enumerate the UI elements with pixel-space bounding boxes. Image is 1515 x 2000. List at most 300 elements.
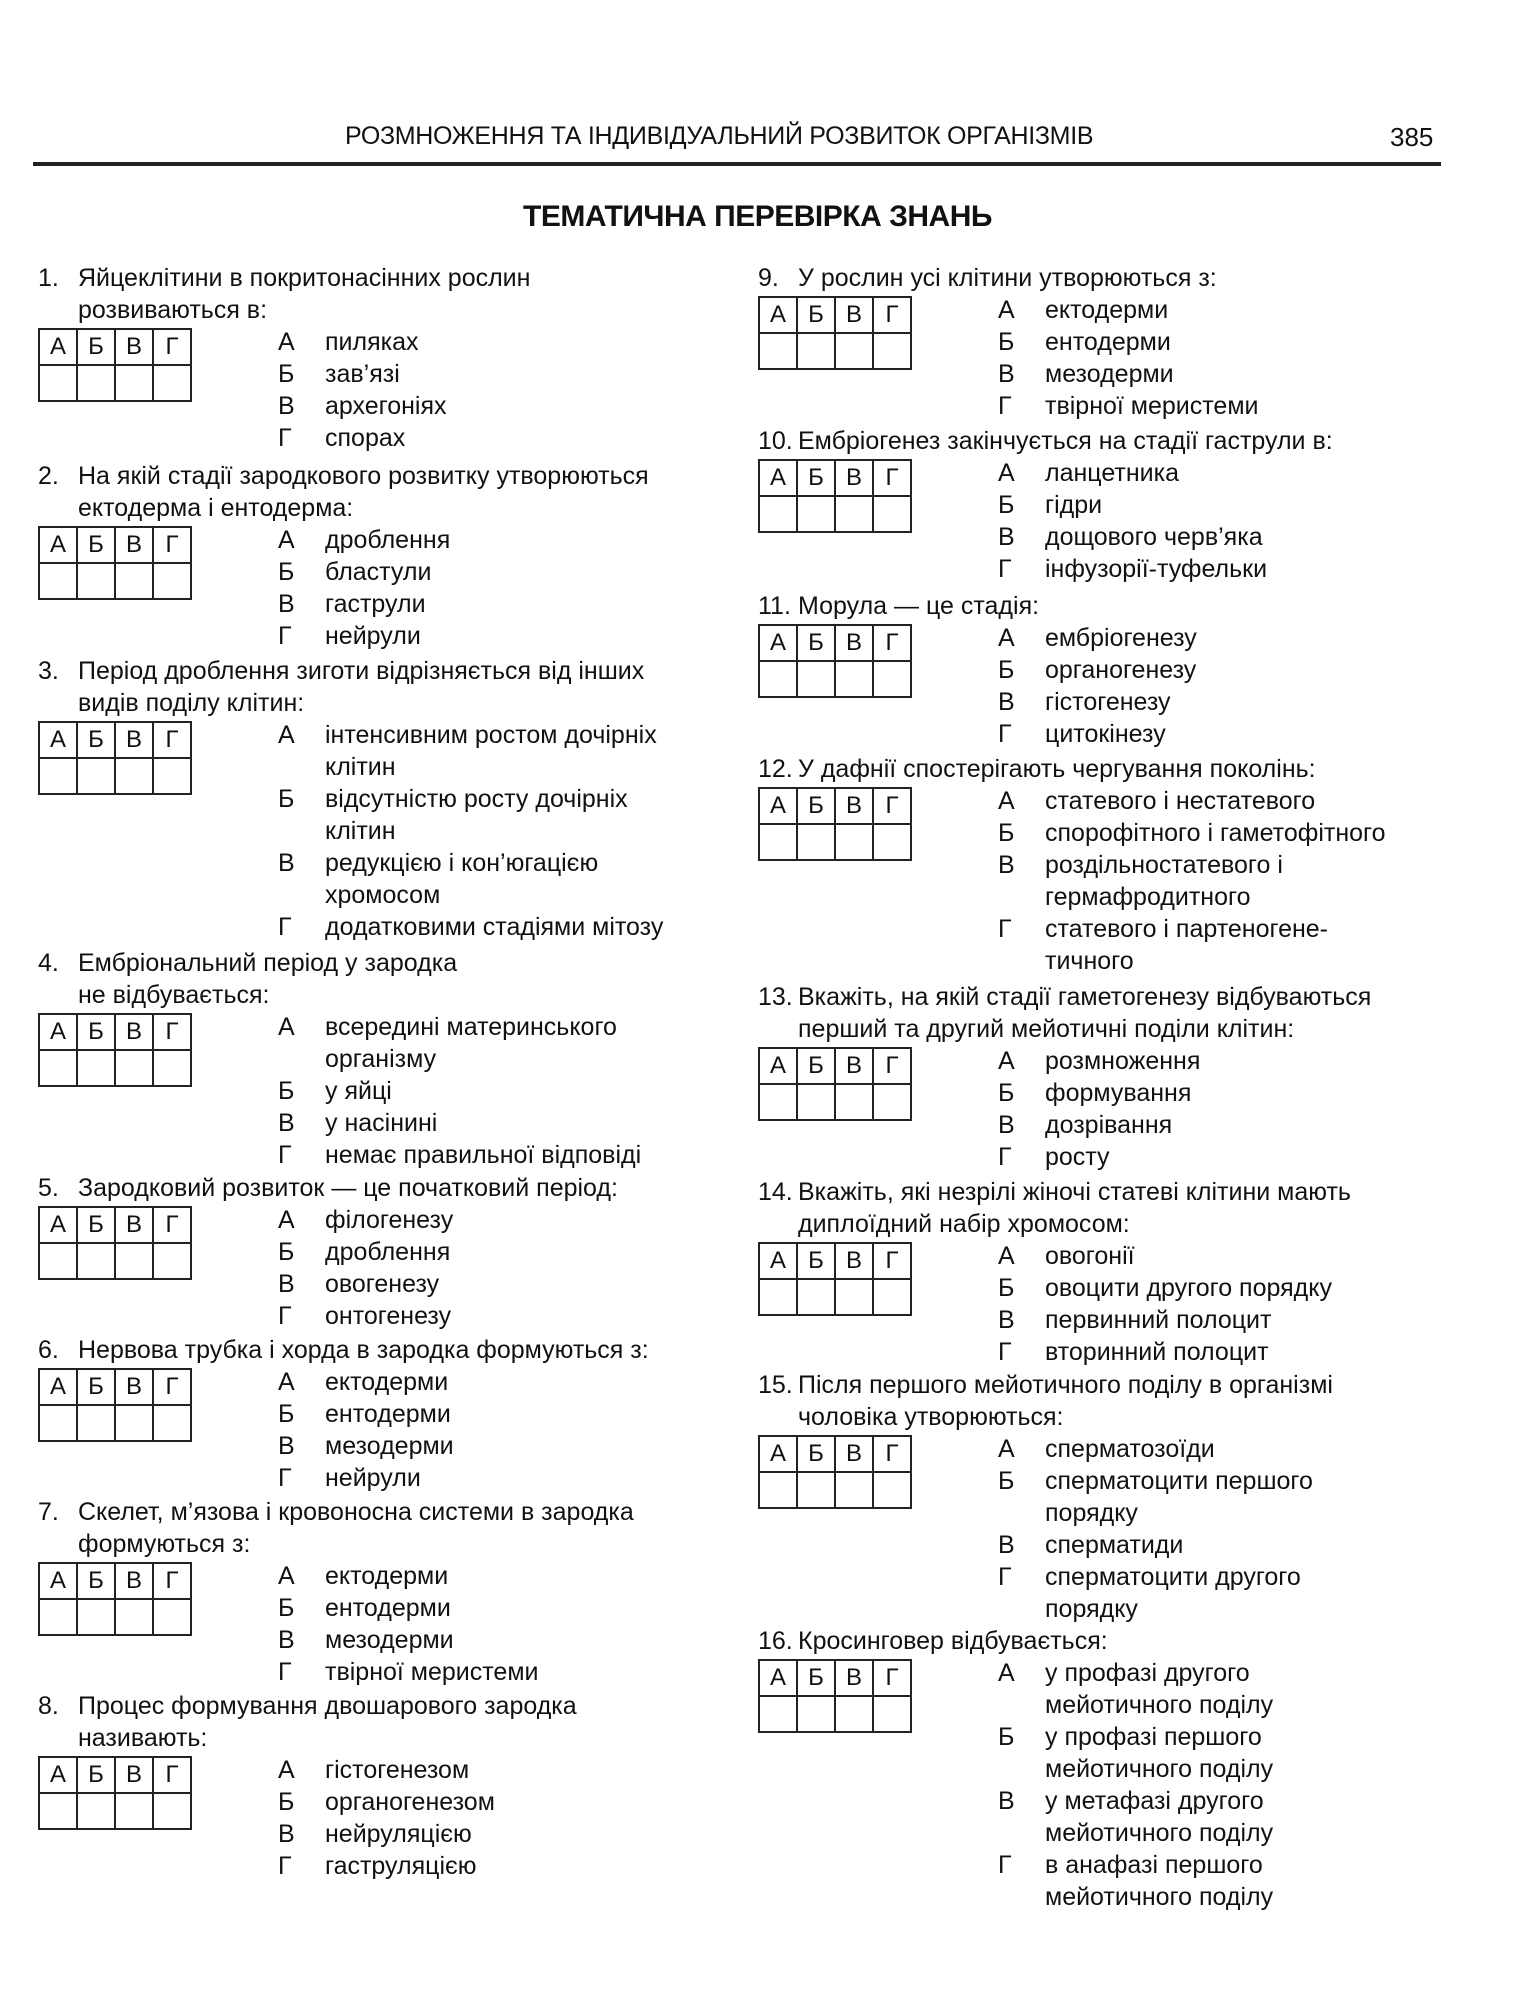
- option-letter: Б: [998, 819, 1015, 847]
- question-text: не відбувається:: [78, 981, 270, 1009]
- answer-cell-Б[interactable]: [797, 496, 835, 532]
- question-text: перший та другий мейотичні поділи клітин:: [798, 1015, 1295, 1043]
- question-first-line: [758, 981, 1438, 1013]
- option-Г: [38, 620, 718, 652]
- answer-grid: [758, 459, 912, 533]
- answer-grid-label: Г: [873, 788, 911, 824]
- answer-grid-label: Г: [873, 625, 911, 661]
- option-Г: [758, 913, 1438, 977]
- question-number: 16.: [758, 1627, 793, 1655]
- question-text: Процес формування двошарового зародка: [78, 1692, 577, 1720]
- option-text: [325, 1366, 448, 1398]
- options-list: [758, 294, 1438, 422]
- answer-grid-label: В: [835, 788, 873, 824]
- answer-grid-label: Г: [873, 1660, 911, 1696]
- option-text-line: ектодерми: [325, 1562, 449, 1590]
- option-В: [38, 1107, 718, 1139]
- answer-cell-В[interactable]: [115, 365, 153, 401]
- option-text-line: гермафродитного: [1045, 883, 1251, 911]
- answer-cell-В[interactable]: [115, 1793, 153, 1829]
- answer-cell-В[interactable]: [115, 563, 153, 599]
- answer-cell-В[interactable]: [835, 1279, 873, 1315]
- option-text: [1045, 686, 1171, 718]
- answer-cell-Б[interactable]: [797, 1084, 835, 1120]
- option-text: [325, 422, 405, 454]
- answer-cell-Г[interactable]: [153, 758, 191, 794]
- option-text-line: гідри: [1045, 491, 1103, 519]
- answer-cell-Б[interactable]: [797, 333, 835, 369]
- option-text: [1045, 521, 1263, 553]
- question-7: [38, 1496, 718, 1688]
- option-text: [1045, 718, 1166, 750]
- option-letter: Б: [278, 360, 295, 388]
- answer-cell-Б[interactable]: [77, 365, 115, 401]
- answer-cell-Г[interactable]: [153, 563, 191, 599]
- answer-grid-label: Б: [797, 1048, 835, 1084]
- header-rule: [33, 162, 1441, 166]
- question-text: чоловіка утворюються:: [798, 1403, 1064, 1431]
- option-letter: Г: [998, 1851, 1012, 1879]
- answer-grid-label: В: [115, 1369, 153, 1405]
- option-letter: Б: [278, 558, 295, 586]
- option-В: [758, 1785, 1438, 1849]
- option-letter: Г: [998, 1143, 1012, 1171]
- option-text-line: первинний полоцит: [1045, 1306, 1272, 1334]
- question-8: [38, 1690, 718, 1882]
- question-first-line: [758, 1176, 1438, 1208]
- option-text-line: формування: [1045, 1079, 1192, 1107]
- question-16: [758, 1625, 1438, 1913]
- options-list: [758, 1240, 1438, 1368]
- option-text-line: клітин: [325, 753, 396, 781]
- question-number: 13.: [758, 983, 793, 1011]
- option-letter: В: [998, 851, 1015, 879]
- option-letter: А: [278, 526, 295, 554]
- option-text-line: сперматозоїди: [1045, 1435, 1215, 1463]
- answer-grid-label: Г: [153, 1757, 191, 1793]
- option-letter: Г: [998, 1563, 1012, 1591]
- answer-grid: [758, 1047, 912, 1121]
- option-text-line: онтогенезу: [325, 1302, 452, 1330]
- answer-grid: [38, 1013, 192, 1087]
- option-text-line: розмноження: [1045, 1047, 1201, 1075]
- option-text-line: немає правильної відповіді: [325, 1141, 642, 1169]
- answer-grid-label: В: [835, 297, 873, 333]
- answer-cell-А[interactable]: [759, 333, 797, 369]
- answer-grid-label: Г: [873, 1048, 911, 1084]
- option-text: [1045, 553, 1267, 585]
- options-list: [758, 622, 1438, 750]
- option-Г: [758, 553, 1438, 585]
- option-Г: [38, 422, 718, 454]
- answer-grid-label: А: [759, 460, 797, 496]
- option-text: [1045, 1336, 1269, 1368]
- answer-cell-Г[interactable]: [873, 1279, 911, 1315]
- options-list: [38, 326, 718, 454]
- answer-grid-label: Г: [153, 527, 191, 563]
- options-list: [38, 719, 718, 943]
- answer-cell-Б[interactable]: [77, 1405, 115, 1441]
- option-text-line: ектодерми: [325, 1368, 449, 1396]
- question-first-line: [38, 947, 718, 979]
- option-text: [325, 1462, 421, 1494]
- option-text-line: органогенезом: [325, 1788, 495, 1816]
- options-list: [38, 1011, 718, 1171]
- question-text: Ембріональний період у зародка: [78, 949, 458, 977]
- option-text-line: архегоніях: [325, 392, 447, 420]
- answer-cell-Б[interactable]: [77, 1243, 115, 1279]
- answer-grid-label: Б: [797, 788, 835, 824]
- answer-grid: [38, 1206, 192, 1280]
- answer-grid-label: В: [115, 1563, 153, 1599]
- option-text-line: ембріогенезу: [1045, 624, 1197, 652]
- option-letter: Б: [998, 656, 1015, 684]
- answer-cell-Г[interactable]: [873, 1696, 911, 1732]
- option-letter: А: [998, 1435, 1015, 1463]
- option-text: [325, 1236, 450, 1268]
- option-text-line: гістогенезом: [325, 1756, 470, 1784]
- option-letter: Б: [278, 1594, 295, 1622]
- answer-cell-В[interactable]: [115, 1599, 153, 1635]
- answer-cell-В[interactable]: [835, 1084, 873, 1120]
- answer-cell-Б[interactable]: [797, 661, 835, 697]
- answer-cell-А[interactable]: [39, 365, 77, 401]
- option-text-line: бластули: [325, 558, 432, 586]
- option-text: [325, 783, 628, 847]
- question-text: Нервова трубка і хорда в зародка формуються з:: [78, 1336, 649, 1364]
- option-letter: А: [278, 721, 295, 749]
- option-text-line: нейрули: [325, 622, 421, 650]
- option-text: [1045, 1433, 1215, 1465]
- option-text: [325, 1850, 477, 1882]
- answer-cell-Б[interactable]: [77, 1793, 115, 1829]
- option-text-line: у профазі другого: [1045, 1659, 1250, 1687]
- option-text: [325, 1011, 617, 1075]
- options-list: [38, 524, 718, 652]
- option-letter: Г: [998, 720, 1012, 748]
- answer-cell-А[interactable]: [39, 1599, 77, 1635]
- option-text: [1045, 1849, 1273, 1913]
- option-text-line: гістогенезу: [1045, 688, 1171, 716]
- option-text-line: статевого і нестатевого: [1045, 787, 1316, 815]
- option-text: [1045, 622, 1197, 654]
- options-list: [758, 1045, 1438, 1173]
- answer-grid: [758, 1659, 912, 1733]
- answer-grid-label: Г: [873, 460, 911, 496]
- options-list: [38, 1204, 718, 1332]
- answer-cell-Б[interactable]: [77, 563, 115, 599]
- answer-cell-В[interactable]: [835, 496, 873, 532]
- option-text-line: порядку: [1045, 1499, 1138, 1527]
- option-text: [1045, 294, 1168, 326]
- question-first-line: [38, 1334, 718, 1366]
- question-text: У рослин усі клітини утворюються з:: [798, 264, 1217, 292]
- question-text: Скелет, м’язова і кровоносна системи в зародка: [78, 1498, 634, 1526]
- option-text-line: твірної меристеми: [1045, 392, 1259, 420]
- option-text: [1045, 1657, 1273, 1721]
- answer-cell-А[interactable]: [759, 824, 797, 860]
- answer-cell-А[interactable]: [759, 661, 797, 697]
- option-Г: [38, 1139, 718, 1171]
- answer-grid: [38, 328, 192, 402]
- option-text-line: дроблення: [325, 526, 451, 554]
- option-text: [325, 556, 431, 588]
- question-number: 7.: [38, 1498, 59, 1526]
- answer-cell-В[interactable]: [835, 661, 873, 697]
- option-text-line: вторинний полоцит: [1045, 1338, 1269, 1366]
- answer-grid-label: Г: [873, 1436, 911, 1472]
- answer-cell-А[interactable]: [39, 563, 77, 599]
- answer-grid-label: Б: [77, 1369, 115, 1405]
- question-text: Вкажіть, які незрілі жіночі статеві клітини мають: [798, 1178, 1351, 1206]
- option-text-line: інтенсивним ростом дочірніх: [325, 721, 657, 749]
- question-2: [38, 460, 718, 652]
- option-Г: [38, 911, 718, 943]
- answer-cell-В[interactable]: [835, 333, 873, 369]
- answer-cell-Г[interactable]: [873, 661, 911, 697]
- option-text: [1045, 1561, 1301, 1625]
- question-text: Яйцеклітини в покритонасінних рослин: [78, 264, 531, 292]
- option-text: [1045, 654, 1196, 686]
- option-letter: Б: [998, 1467, 1015, 1495]
- question-13: [758, 981, 1438, 1173]
- question-first-line: [38, 1690, 718, 1722]
- option-text-line: у яйці: [325, 1077, 392, 1105]
- answer-cell-Б[interactable]: [797, 1279, 835, 1315]
- answer-grid: [38, 526, 192, 600]
- option-Г: [758, 1336, 1438, 1368]
- answer-cell-В[interactable]: [115, 1405, 153, 1441]
- option-text: [325, 1430, 454, 1462]
- option-Г: [758, 1141, 1438, 1173]
- answer-grid-label: Г: [153, 1369, 191, 1405]
- question-text: Ембріогенез закінчується на стадії гаструли в:: [798, 427, 1333, 455]
- question-first-line: [758, 1369, 1438, 1401]
- answer-cell-Б[interactable]: [77, 758, 115, 794]
- option-text: [1045, 1785, 1273, 1849]
- answer-grid-label: В: [115, 1014, 153, 1050]
- option-text-line: зав’язі: [325, 360, 400, 388]
- answer-grid-label: А: [759, 1436, 797, 1472]
- option-letter: В: [998, 688, 1015, 716]
- answer-cell-В[interactable]: [835, 1696, 873, 1732]
- answer-cell-Г[interactable]: [873, 824, 911, 860]
- answer-grid-label: Г: [153, 1014, 191, 1050]
- question-text: формуються з:: [78, 1530, 251, 1558]
- option-letter: В: [278, 849, 295, 877]
- options-list: [758, 1657, 1438, 1913]
- answer-cell-Г[interactable]: [153, 1793, 191, 1829]
- option-text: [325, 1107, 437, 1139]
- option-letter: Г: [278, 1658, 292, 1686]
- answer-cell-Г[interactable]: [873, 333, 911, 369]
- answer-cell-Г[interactable]: [873, 496, 911, 532]
- answer-grid-label: В: [835, 625, 873, 661]
- option-letter: Г: [998, 392, 1012, 420]
- option-text: [325, 358, 400, 390]
- option-text: [1045, 1272, 1332, 1304]
- option-Г: [38, 1300, 718, 1332]
- answer-cell-Б[interactable]: [797, 1472, 835, 1508]
- answer-grid-label: А: [39, 527, 77, 563]
- question-text: Кросинговер відбувається:: [798, 1627, 1108, 1655]
- question-number: 3.: [38, 657, 59, 685]
- question-text: У дафнії спостерігають чергування поколінь:: [798, 755, 1316, 783]
- option-text-line: у насінині: [325, 1109, 438, 1137]
- question-text: видів поділу клітин:: [78, 689, 305, 717]
- option-text-line: нейруляцією: [325, 1820, 472, 1848]
- answer-cell-А[interactable]: [39, 1793, 77, 1829]
- option-text: [325, 1398, 451, 1430]
- option-text-line: цитокінезу: [1045, 720, 1166, 748]
- option-text-line: дроблення: [325, 1238, 451, 1266]
- answer-grid-label: В: [835, 1048, 873, 1084]
- option-letter: В: [278, 590, 295, 618]
- option-text-line: всередині материнського: [325, 1013, 617, 1041]
- answer-grid-label: Б: [77, 1757, 115, 1793]
- answer-cell-В[interactable]: [115, 1243, 153, 1279]
- option-letter: А: [278, 1368, 295, 1396]
- option-text-line: сперматиди: [1045, 1531, 1184, 1559]
- option-text: [325, 1139, 641, 1171]
- option-text: [1045, 1465, 1313, 1529]
- option-letter: В: [998, 1306, 1015, 1334]
- option-Г: [38, 1462, 718, 1494]
- answer-cell-А[interactable]: [39, 1243, 77, 1279]
- answer-cell-Б[interactable]: [77, 1050, 115, 1086]
- answer-grid: [758, 1435, 912, 1509]
- option-letter: В: [278, 1270, 295, 1298]
- option-text-line: мезодерми: [325, 1432, 454, 1460]
- option-letter: А: [998, 787, 1015, 815]
- option-letter: А: [998, 1659, 1015, 1687]
- answer-grid-label: Г: [153, 1207, 191, 1243]
- option-letter: Б: [998, 491, 1015, 519]
- answer-cell-А[interactable]: [759, 1472, 797, 1508]
- answer-cell-В[interactable]: [835, 824, 873, 860]
- question-number: 11.: [758, 592, 791, 620]
- option-text: [1045, 390, 1258, 422]
- option-text: [325, 1268, 439, 1300]
- question-number: 12.: [758, 755, 793, 783]
- option-text: [1045, 817, 1386, 849]
- question-number: 4.: [38, 949, 59, 977]
- answer-cell-А[interactable]: [759, 1279, 797, 1315]
- option-letter: В: [278, 1432, 295, 1460]
- option-Г: [38, 1656, 718, 1688]
- option-text-line: ланцетника: [1045, 459, 1180, 487]
- option-text: [1045, 326, 1171, 358]
- option-text-line: відсутністю росту дочірніх: [325, 785, 628, 813]
- section-title: ТЕМАТИЧНА ПЕРЕВІРКА ЗНАНЬ: [523, 200, 992, 233]
- question-text: На якій стадії зародкового розвитку утворюються: [78, 462, 649, 490]
- answer-cell-В[interactable]: [835, 1472, 873, 1508]
- answer-cell-А[interactable]: [39, 758, 77, 794]
- answer-cell-А[interactable]: [759, 1084, 797, 1120]
- option-text: [325, 1754, 469, 1786]
- option-text: [325, 1300, 451, 1332]
- option-text-line: інфузорії-туфельки: [1045, 555, 1268, 583]
- question-number: 8.: [38, 1692, 59, 1720]
- option-letter: Г: [278, 622, 292, 650]
- option-text: [1045, 1529, 1183, 1561]
- option-letter: В: [278, 392, 295, 420]
- answer-cell-А[interactable]: [759, 1696, 797, 1732]
- answer-cell-Б[interactable]: [77, 1599, 115, 1635]
- option-text-line: тичного: [1045, 947, 1134, 975]
- option-letter: А: [998, 459, 1015, 487]
- answer-cell-А[interactable]: [39, 1405, 77, 1441]
- option-Г: [38, 1850, 718, 1882]
- option-text-line: додатковими стадіями мітозу: [325, 913, 664, 941]
- answer-cell-Г[interactable]: [873, 1472, 911, 1508]
- question-first-line: [38, 1496, 718, 1528]
- answer-cell-Б[interactable]: [797, 824, 835, 860]
- option-text-line: клітин: [325, 817, 396, 845]
- answer-cell-Г[interactable]: [153, 365, 191, 401]
- option-letter: Г: [278, 1302, 292, 1330]
- answer-grid: [758, 624, 912, 698]
- option-text-line: сперматоцити першого: [1045, 1467, 1313, 1495]
- answer-grid-label: А: [39, 1757, 77, 1793]
- answer-grid-label: Б: [77, 722, 115, 758]
- option-letter: Б: [278, 1077, 295, 1105]
- question-number: 10.: [758, 427, 793, 455]
- answer-grid-label: В: [115, 527, 153, 563]
- answer-grid-label: А: [759, 788, 797, 824]
- option-letter: В: [998, 1787, 1015, 1815]
- option-text-line: хромосом: [325, 881, 441, 909]
- question-first-line: [758, 590, 1438, 622]
- option-letter: Б: [998, 1723, 1015, 1751]
- running-header: РОЗМНОЖЕННЯ ТА ІНДИВІДУАЛЬНИЙ РОЗВИТОК ОРГАНІЗМІВ: [345, 122, 1094, 150]
- answer-grid-label: В: [115, 1207, 153, 1243]
- answer-cell-Г[interactable]: [153, 1405, 191, 1441]
- answer-cell-Б[interactable]: [797, 1696, 835, 1732]
- option-text: [325, 719, 657, 783]
- answer-cell-В[interactable]: [115, 758, 153, 794]
- answer-grid-label: В: [835, 1243, 873, 1279]
- option-text: [1045, 489, 1102, 521]
- answer-cell-В[interactable]: [115, 1050, 153, 1086]
- option-text-line: ентодерми: [1045, 328, 1171, 356]
- answer-cell-Г[interactable]: [153, 1243, 191, 1279]
- question-first-line: [758, 425, 1438, 457]
- option-text-line: росту: [1045, 1143, 1110, 1171]
- option-text-line: мезодерми: [1045, 360, 1174, 388]
- answer-grid-label: А: [759, 1243, 797, 1279]
- answer-cell-Г[interactable]: [873, 1084, 911, 1120]
- option-text-line: спорах: [325, 424, 406, 452]
- answer-grid-label: Б: [77, 1563, 115, 1599]
- options-list: [758, 785, 1438, 977]
- option-letter: Г: [278, 1141, 292, 1169]
- option-text: [1045, 1304, 1271, 1336]
- answer-cell-Г[interactable]: [153, 1599, 191, 1635]
- answer-cell-А[interactable]: [759, 496, 797, 532]
- answer-grid-label: Г: [873, 1243, 911, 1279]
- answer-grid: [38, 1756, 192, 1830]
- answer-cell-Г[interactable]: [153, 1050, 191, 1086]
- option-text-line: овоцити другого порядку: [1045, 1274, 1332, 1302]
- answer-grid-label: В: [115, 722, 153, 758]
- answer-cell-А[interactable]: [39, 1050, 77, 1086]
- option-text: [325, 326, 419, 358]
- answer-grid-label: Б: [77, 527, 115, 563]
- answer-grid-label: А: [759, 297, 797, 333]
- answer-grid-label: Г: [153, 1563, 191, 1599]
- answer-grid: [758, 787, 912, 861]
